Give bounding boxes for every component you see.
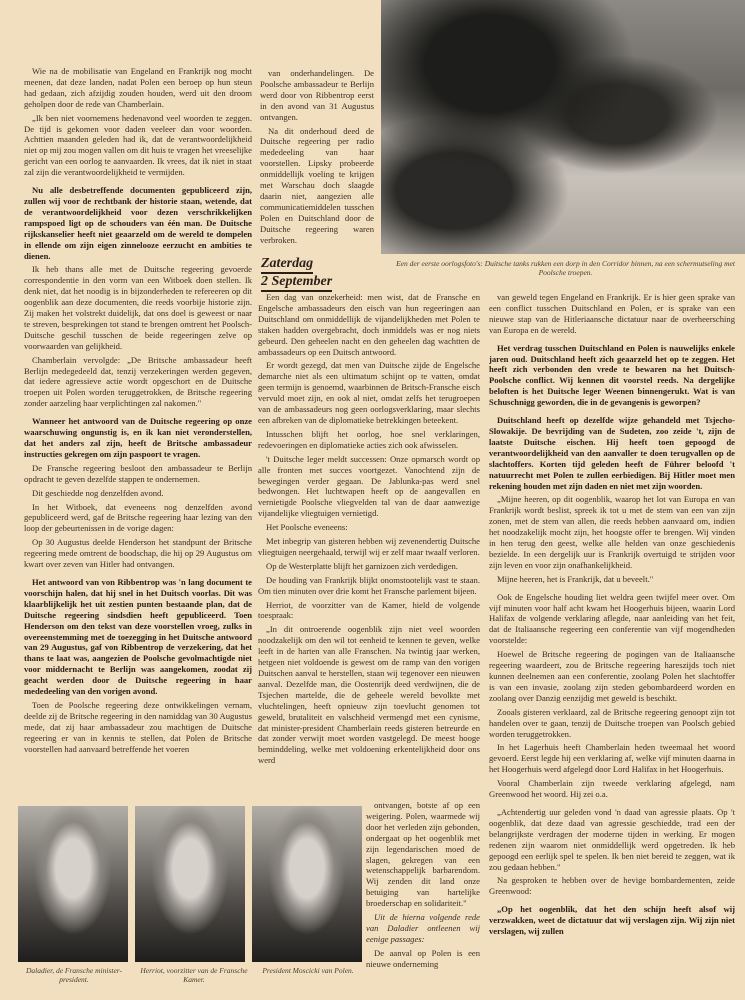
paragraph: Duitschland heeft op dezelfde wijze gehandeld met Tsjecho-Slowakije. De bevrijding van de Sudeten, zoo zeide 't, zijn de laatste Duitsche eischen. Hij heeft toen gepoogd de verantwoordelijkheid van den aanvaller te doen terugvallen op de slachtoffers. Korten tijd geleden heeft de Führer beloofd 't natuurrecht met Polen te zullen eerbiedigen. Bij Hitler moet men rekening houden met zijn daden en niet met zijn woorden. [489, 415, 735, 491]
paragraph: Nu alle desbetreffende documenten gepubliceerd zijn, zullen wij voor de rechtbank der historie staan, wetende, dat de verantwoordelijkheid voor dezen verschrikkelijken rampspoed ligt op de schouders van één man. De Duitsche rijkskanselier heeft niet geaarzeld om de wereld te dompelen in ellende om zijn eigen zinnelooze eerzucht en ambities te dienen. [24, 185, 252, 261]
paragraph: Dit geschiedde nog denzelfden avond. [32, 487, 164, 498]
column-4 [489, 292, 735, 992]
paragraph: Zooals gisteren verklaard, zal de Britsche regeering genoopt zijn tot handelen over te gaan, tenzij de Duitsche troepen van Poolsch gebied worden teruggetrokken. [489, 706, 735, 739]
paragraph: Er wordt gezegd, dat men van Duitsche zijde de Engelsche demarche niet als een ultimatum schijnt op te vatten, omdat geen termijn is genoemd, waarbinnen de Britsch-Fransche eisch vervuld moet zijn, en ook al niet, omdat zelfs het terugroepen van de ambassadeurs nog geen oorlogsverklaring, maar slechts een afbreken van de diplomatieke betrekkingen beteekent. [258, 360, 480, 425]
paragraph: Wie na de mobilisatie van Engeland en Frankrijk nog mocht meenen, dat deze landen, nadat Polen een beroep op hun steun had gedaan, zich afzijdig zouden houden, werd uit den droom geholpen door de rede van Chamberlain. [24, 66, 252, 109]
section-heading [261, 256, 351, 292]
paragraph: Het verdrag tusschen Duitschland en Polen is nauwelijks enkele jaren oud. Duitschland heeft zich geaarzeld het op te zeggen. Het heeft zich verbonden den vrede te bewaren na het Duitsch-Poolsche conflict. Wij kennen dit voorstel reeds. Na dergelijke beloften is het Duitsche leger Weenen binnengerukt. Wat is van Schuschnigg geworden, die in de gevangenis is geworpen? [489, 342, 735, 408]
column-2 [260, 68, 374, 248]
paragraph: De aanval op Polen is een nieuwe onderneming [366, 947, 480, 969]
paragraph: Na gesproken te hebben over de hevige bombardementen, zeide Greenwood: [489, 875, 735, 897]
portrait-daladier [18, 806, 128, 962]
column-3-continued [366, 800, 480, 985]
column-3 [258, 292, 480, 802]
portrait-herriot [135, 806, 245, 962]
paragraph: Intusschen blijft het oorlog, hoe snel verklaringen, redevoeringen en diplomatieke acties zich ook afwisselen. [258, 428, 480, 450]
paragraph: In het Witboek, dat eveneens nog denzelfden avond gepubliceerd werd, gaf de Britsche regeering haar lezing van den loop der gebeurtenissen in de vorige dagen: [24, 501, 252, 534]
paragraph: Wanneer het antwoord van de Duitsche regeering op onze waarschuwing ongunstig is, en ik kan niet veronderstellen, dat het anders zal zijn, heeft de Britsche ambassadeur instructies gekregen om zijn paspoort te vragen. [24, 416, 252, 459]
paragraph: „Mijne heeren, op dit oogenblik, waarop het lot van Europa en van Frankrijk wordt beslist, spreek ik tot u met de stem van een van zijn zonen, met de stem van allen, die reeds hebben aanvaard om, indien het noodzakelijk mocht zijn, het hoogste offer te brengen. Wij vinden in hen terug den geest, welke alle helden van onze geschiedenis bezielde. In een dergelijk uur is Frankrijk overtuigd te strijden voor zijn leven en voor zijn onafhankelijkheid. [489, 494, 735, 570]
paragraph: De Fransche regeering besloot den ambassadeur te Berlijn opdracht te geven dezelfde stappen te ondernemen. [24, 462, 252, 484]
paragraph: Na dit onderhoud deed de Duitsche regeering per radio mededeeling van haar voorstellen. Lipsky probeerde onmiddellijk voeling te krijgen met Warschau doch slaagde daarin niet, aangezien alle communicatiemiddelen tusschen Polen en Duitschland door de Duitsche regeering waren verbroken. [260, 125, 374, 245]
paragraph: 't Duitsche leger meldt successen: Onze opmarsch wordt op alle fronten met succes voortgezet. Vanochtend zijn de bewegingen verder gegaan. De Jablunka-pas werd snel bedwongen. Het luchtwapen heeft op de aangevallen en vernietigde Poolsche vliegvelden tal van de daar aanwezige vijandelijke vliegtuigen vernietigd. [258, 453, 480, 519]
paragraph: „Achtendertig uur geleden vond 'n daad van agressie plaats. Op 't oogenblik, dat deze daad van agressie geschiedde, trad een der belangrijkste verdragen der moderne tijden in werking. Er mogen redenen zijn waarom niet onmiddellijk werd opgetreden. Ik heb gepoogd een eerlijk spel te spelen. Ik ben niet bereid te zeggen, wat ik zou gedaan hebben." [489, 806, 735, 872]
paragraph: Hoewel de Britsche regeering de pogingen van de Italiaansche regeering waardeert, zou de Britsche regeering hareszijds toch niet kunnen deelnemen aan een conferentie, zoolang Polen het slachtoffer is van een invasie, zoolang zijn steden gebombardeerd worden en zoolang over Danzig eenzijdig met geweld is beschikt. [489, 649, 735, 703]
paragraph: Op de Westerplatte blijft het garnizoen zich verdedigen. [266, 560, 458, 571]
paragraph: De houding van Frankrijk blijkt onomstootelijk vast te staan. Om tien minuten over drie komt het Fransche parlement bijeen. [258, 574, 480, 596]
paragraph: „Op het oogenblik, dat het den schijn heeft alsof wij verzwakken, weet de dictatuur dat wij verslagen zijn. Wij zijn niet verslagen, wij zullen [489, 904, 735, 937]
paragraph: van geweld tegen Engeland en Frankrijk. Er is hier geen sprake van een conflict tusschen Duitschland en Polen, er is sprake van een nieuwe stap van de Hitleriaansche dictatuur naar de overheersching van Europa en de wereld. [489, 292, 735, 335]
paragraph: ontvangen, botste af op een weigering. Polen, waarmede wij door het verleden zijn gebonden, ondergaat op het oogenblik met zijn legendarischen moed de slagen, gekregen van een wetenschappelijk barbarendom. Wij zenden dit land onze betuiging van hartelijke broederschap en solidariteit." [366, 800, 480, 909]
caption-daladier: Daladier, de Fransche minister-president. [25, 966, 123, 984]
paragraph: Het Poolsche eveneens: [266, 522, 348, 533]
caption-moscicki: President Moscicki van Polen. [262, 966, 354, 975]
war-photo-caption: Een der eerste oorlogsfoto's: Duitsche tanks rukken een dorp in den Corridor binnen, na een schermutseling met Poolsche troepen. [396, 259, 735, 277]
portrait-moscicki [252, 806, 362, 962]
heading-line2: 2 September [261, 274, 332, 292]
paragraph: In het Lagerhuis heeft Chamberlain heden tweemaal het woord gevoerd. Eerst legde hij een verklaring af, welke vijf minuten daarna in het Hoogerhuis werd afgelegd door Lord Halifax in het Hoogerhuis. [489, 742, 735, 775]
paragraph: Toen de Poolsche regeering deze ontwikkelingen vernam, deelde zij de Britsche regeering in den namiddag van 30 Augustus mede, dat zij haar ambassadeur zou machtigen de Duitsche regeering er van in kennis te stellen, dat Polen de Britsche voorstellen had aanvaard betreffende het voeren [24, 699, 252, 754]
heading-line1: Zaterdag [261, 256, 313, 274]
paragraph: Met inbegrip van gisteren hebben wij zevenendertig Duitsche vliegtuigen neergehaald, terwijl wij er zelf maar twaalf verloren. [258, 536, 480, 557]
paragraph: Ook de Engelsche houding liet weldra geen twijfel meer over. Om vijf minuten voor half acht kwam het Hoogerhuis bijeen, waarin Lord Halifax de volgende verklaring aflegde, naar aanleiding van het feit, dat de Italiaansche regeering een conferentie van vijf mogendheden voorstelde: [489, 591, 735, 646]
paragraph: van onderhandelingen. De Poolsche ambassadeur te Berlijn werd door von Ribbentrop eerst in den avond van 31 Augustus ontvangen. [260, 68, 374, 122]
paragraph: Een dag van onzekerheid: men wist, dat de Fransche en Engelsche ambassadeurs den eisch van hun regeeringen aan Duitschland om onmiddellijk de vijandelijkheden met Polen te staken hadden overgebracht, doch inmiddels was er nog niets gebeurd. Den geheelen nacht en den geheelen dag wachtten de ambassadeurs op een Duitsch antwoord. [258, 292, 480, 357]
caption-herriot: Herriot, voorzitter van de Fransche Kamer. [140, 966, 248, 984]
paragraph: Herriot, de voorzitter van de Kamer, hield de volgende toespraak: [258, 599, 480, 621]
paragraph: Ik heb thans alle met de Duitsche regeering gevoerde correspondentie in den vorm van een Witboek doen stellen. Ik denk niet, dat het noodig is in bijzonderheden te refereeren op dit oogenblik aan deze documenten, die reeds voorbije historie zijn. Zij maken het volstrekt duidelijk, dat ons doel is geweest or naar te streven, besprekingen tot stand te brengen omtrent het Poolsch-Duitsche geschil tusschen de beide regeeringen zelve op voorwaarden van gelijkheid. [24, 264, 252, 351]
paragraph: Het antwoord van von Ribbentrop was 'n lang document te voorschijn halen, dat hij snel in het Duitsch voorlas. Dit was klaarblijkelijk het uit zestien punten bestaande plan, dat de Duitsche regeering sindsdien heeft gepubliceerd. Toen Henderson om den tekst van deze voorstellen vroeg, zulks in overeenstemming met de toezegging in het Duitsche antwoord van 29 Augustus, gaf von Ribbentrop de verzekering, dat het thans te laat was, aangezien de Poolsche gevolmachtigde niet voor middernacht te Berlijn was aangekomen, zoodat zij geacht werden door de Duitsche regeering in haar mededeeling van den vorigen avond. [24, 576, 252, 697]
paragraph: „In dit ontroerende oogenblik zijn niet veel woorden noodzakelijk om den wil tot eenheid te kennen te geven, welke leeft in de harten van alle Franschen. Na twintig jaar werken, hetgeen niet voldoende is gewest om de ramp van den vorigen Duitschen aanval te herstellen, staan wij tegenover een nieuwen aanval. Dezelfde man, die Oostenrijk deed verdwijnen, die de Tsjechen martelde, die de geheele wereld bevolkte met vluchtelingen, heeft opnieuw zijn toevlucht genomen tot geweld, brutaliteit en valschheid vermengd met een cynisme, dat minister-president Chamberlain reeds gisteren betreurde en dat zonder verwijt moet worden vastgelegd. De meest hooge beminddeling, welke met voldoening erkentelijkheid door ons werd [258, 624, 480, 766]
paragraph: Mijne heeren, het is Frankrijk, dat u beveelt." [497, 573, 654, 584]
paragraph: Vooral Chamberlain zijn tweede verklaring afgelegd, nam Greenwood het woord. Hij zei o.a. [489, 778, 735, 800]
war-photo-german-tanks [381, 0, 745, 254]
paragraph: Uit de hierna volgende rede van Daladier ontleenen wij eenige passages: [366, 912, 480, 944]
paragraph: Op 30 Augustus deelde Henderson het standpunt der Britsche regeering mede omtrent de boodschap, die hij op 29 Augustus om kwart over zeven van Hitler had ontvangen. [24, 537, 252, 570]
paragraph: Chamberlain vervolgde: „De Britsche ambassadeur heeft Berlijn medegedeeld dat, tenzij verzekeringen werden gegeven, dat iedere agressieve actie wordt opgeschort en de Duitsche troepen uit Polen worden teruggetrokken, de Britsche regeering zonder aarzeling haar verplichtingen zal nakomen." [24, 354, 252, 409]
column-1 [24, 66, 252, 801]
paragraph: „Ik ben niet voornemens hedenavond veel woorden te zeggen. De tijd is gekomen voor daden veeleer dan voor woorden. Achttien maanden geleden had ik, dat de verantwoordelijkheid niet op mij zou mogen vallen om dit huis te vragen het vreeselijke gericht van een oorlog te aanvaarden. Ik vrees, dat ik niet in staat zal zijn die verantwoordelijkheid te vermijden. [24, 112, 252, 178]
